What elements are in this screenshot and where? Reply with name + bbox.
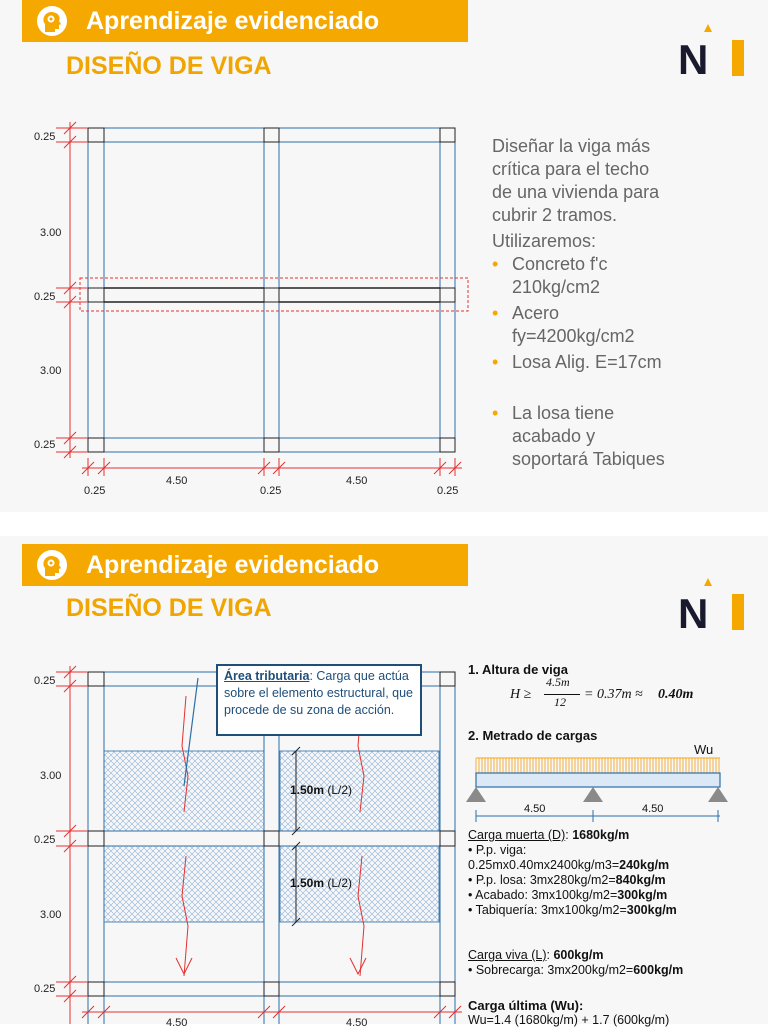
materials-list [492, 253, 752, 471]
svg-text:N: N [678, 590, 709, 637]
list-item [468, 903, 768, 918]
slide-separator [0, 512, 768, 536]
dim-left-5: 0.25 [34, 439, 56, 451]
page-subtitle: DISEÑO DE VIGA [66, 594, 272, 622]
dim-bottom-2: 4.50 [166, 475, 188, 487]
tributary-label-upper: 1.50m (L/2) [290, 783, 353, 797]
formula-denominator: 12 [554, 695, 566, 709]
university-logo [672, 576, 748, 637]
uses-label: Utilizaremos: [492, 231, 597, 251]
bullet-text: Losa Alig. E=17cm [512, 352, 662, 372]
step-1-title: 1. Altura de viga [468, 662, 568, 677]
live-load-title: Carga viva (L) [468, 948, 547, 962]
dim-left-5: 0.25 [34, 983, 56, 995]
banner-title: Aprendizaje evidenciado [86, 7, 380, 35]
dim-left-2: 3.00 [40, 770, 62, 782]
live-load-heading: Carga viva (L): 600kg/m [468, 948, 604, 962]
note-text: acabado y [512, 426, 596, 446]
tributary-area-callout [216, 664, 422, 736]
dim-bottom-3: 0.25 [260, 485, 282, 497]
bullet-text: Concreto f'c [512, 254, 608, 274]
dead-load-title: Carga muerta (D) [468, 828, 566, 842]
dim-left-2: 3.00 [40, 227, 62, 239]
item-text: • P.p. viga: [468, 843, 527, 857]
dead-load-total: 1680kg/m [572, 828, 630, 842]
bullet-text: fy=4200kg/cm2 [512, 326, 635, 346]
callout-definition: : Carga que actúa sobre el elemento estructural, que procede de su zona de acción. [224, 669, 413, 717]
dim-bottom-2: 4.50 [346, 1017, 368, 1028]
span-1-length: 4.50 [524, 803, 546, 815]
banner-title: Aprendizaje evidenciado [86, 551, 380, 579]
formula-lhs: H ≥ [510, 687, 532, 702]
item-text: • P.p. losa: 3mx280kg/m2= [468, 873, 616, 887]
callout-term: Área tributaria [224, 669, 310, 683]
floor-plan-drawing [0, 0, 480, 512]
bullet-text: 210kg/cm2 [512, 277, 601, 297]
item-text: • Sobrecarga: 3mx200kg/m2= [468, 963, 634, 977]
tributary-plan-drawing [0, 536, 468, 1028]
live-load-block [468, 948, 768, 978]
list-item [468, 888, 768, 903]
dim-left-3: 0.25 [34, 291, 56, 303]
dim-bottom-5: 0.25 [437, 485, 459, 497]
list-item: • Losa Alig. E=17cm [492, 352, 662, 372]
note-text: La losa tiene [512, 403, 615, 423]
dead-load-heading: Carga muerta (D): 1680kg/m [468, 828, 630, 842]
item-value: 300kg/m [617, 888, 668, 902]
university-logo [672, 22, 748, 83]
dead-load-block [468, 828, 768, 918]
dim-left-1: 0.25 [34, 675, 56, 687]
ultimate-load-formula: Wu=1.4 (1680kg/m) + 1.7 (600kg/m) [468, 1013, 670, 1027]
dim-bottom-4: 4.50 [346, 475, 368, 487]
load-label: Wu [694, 742, 714, 757]
item-text: • Acabado: 3mx100kg/m2= [468, 888, 618, 902]
item-value: 600kg/m [633, 963, 684, 977]
list-item: • Concreto f'c 210kg/cm2 [492, 254, 608, 297]
list-item: • Acero fy=4200kg/cm2 [492, 303, 635, 346]
span-2-length: 4.50 [642, 803, 664, 815]
step-2-title: 2. Metrado de cargas [468, 728, 598, 743]
dim-bottom-1: 0.25 [84, 485, 106, 497]
distributed-load [476, 758, 719, 773]
item-text: 0.25mx0.40mx2400kg/m3= [468, 858, 620, 872]
item-value: 300kg/m [626, 903, 677, 917]
note-text: soportará Tabiques [512, 449, 665, 469]
item-text: • Tabiquería: 3mx100kg/m2= [468, 903, 627, 917]
formula-numerator: 4.5m [546, 675, 570, 689]
dim-left-1: 0.25 [34, 131, 56, 143]
item-value: 240kg/m [619, 858, 670, 872]
list-item [468, 858, 768, 873]
bullet-text: Acero [512, 303, 560, 323]
intro-line: cubrir 2 tramos. [492, 205, 618, 225]
item-value: 840kg/m [615, 873, 666, 887]
list-item [468, 843, 768, 858]
intro-line: Diseñar la viga más [492, 136, 651, 156]
slide-2 [0, 536, 768, 1028]
ultimate-load-block [468, 998, 768, 1028]
beam-load-diagram [468, 740, 738, 824]
slide-1 [0, 0, 768, 512]
ultimate-load-title: Carga última (Wu): [468, 998, 584, 1013]
formula-result: 0.40m [658, 687, 694, 702]
problem-statement [492, 135, 752, 471]
live-load-total: 600kg/m [553, 948, 604, 962]
dim-bottom-1: 4.50 [166, 1017, 188, 1028]
svg-text:N: N [678, 36, 709, 83]
dim-left-3: 0.25 [34, 834, 56, 846]
dim-left-4: 3.00 [40, 909, 62, 921]
list-item [468, 873, 768, 888]
dim-left-4: 3.00 [40, 365, 62, 377]
formula-rhs: = 0.37m ≈ [584, 687, 643, 702]
page-subtitle: DISEÑO DE VIGA [66, 52, 272, 80]
tributary-label-lower: 1.50m (L/2) [290, 876, 353, 890]
intro-line: crítica para el techo [492, 159, 650, 179]
intro-line: de una vivienda para [492, 182, 660, 202]
list-item: • La losa tiene acabado y soportará Tabiques [492, 403, 665, 469]
list-item [468, 963, 768, 978]
